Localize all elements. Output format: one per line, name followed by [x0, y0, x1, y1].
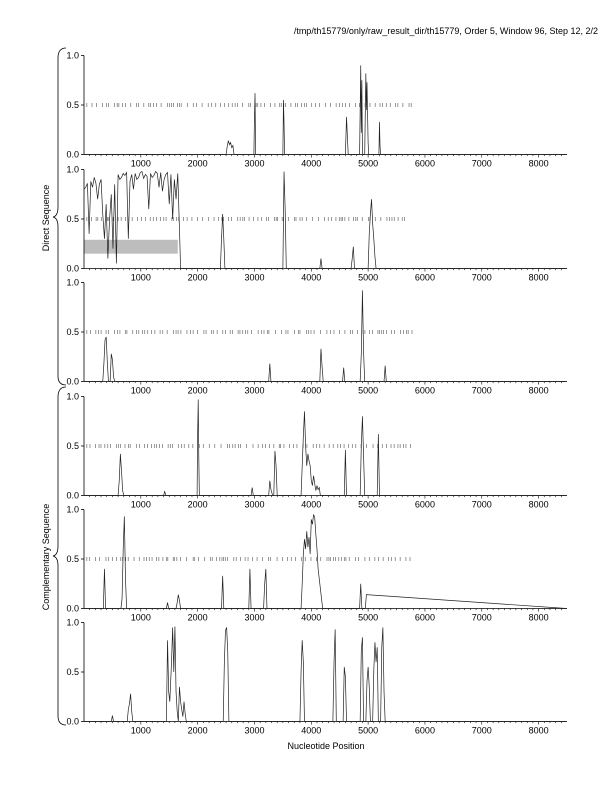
- panel-6: [66, 618, 567, 736]
- x-tick-label: 8000: [528, 385, 549, 396]
- complementary-sequence-bracket: [53, 387, 66, 725]
- x-tick-label: 4000: [301, 272, 322, 283]
- y-tick-label: 0.5: [66, 100, 79, 110]
- x-tick-label: 3000: [244, 612, 265, 623]
- group-brackets: [53, 48, 66, 725]
- panel-5: [66, 505, 567, 623]
- y-tick-label: 0.0: [66, 490, 79, 501]
- y-tick-label: 0.0: [66, 603, 79, 614]
- y-tick-label: 1.0: [66, 617, 79, 628]
- y-tick-label: 0.5: [66, 554, 79, 564]
- x-tick-label: 8000: [528, 158, 549, 169]
- series-line: [84, 514, 567, 608]
- x-tick-label: 1000: [130, 725, 151, 736]
- x-tick-label: 3000: [244, 725, 265, 736]
- x-tick-label: 3000: [244, 499, 265, 510]
- x-tick-label: 2000: [187, 725, 208, 736]
- y-tick-label: 1.0: [66, 164, 79, 175]
- series-line: [84, 65, 567, 154]
- x-tick-label: 1000: [130, 272, 151, 283]
- y-tick-label: 1.0: [66, 50, 79, 61]
- figure-header: /tmp/th15779/only/raw_result_dir/th15779, Order 5, Window 96, Step 12, 2/2: [293, 26, 598, 36]
- x-tick-label: 1000: [130, 499, 151, 510]
- y-tick-label: 0.0: [66, 376, 79, 387]
- x-tick-label: 4000: [301, 385, 322, 396]
- x-tick-label: 4000: [301, 158, 322, 169]
- x-tick-label: 8000: [528, 272, 549, 283]
- x-tick-label: 3000: [244, 385, 265, 396]
- x-axis-title: Nucleotide Position: [287, 741, 365, 751]
- x-tick-label: 8000: [528, 499, 549, 510]
- panel-2: [66, 165, 567, 283]
- x-tick-label: 6000: [414, 725, 435, 736]
- y-tick-label: 1.0: [66, 504, 79, 515]
- y-tick-label: 0.5: [66, 441, 79, 451]
- x-tick-label: 7000: [471, 385, 492, 396]
- x-tick-label: 8000: [528, 612, 549, 623]
- x-tick-label: 1000: [130, 612, 151, 623]
- y-tick-label: 0.5: [66, 327, 79, 337]
- marker-row: [87, 444, 411, 448]
- x-tick-label: 1000: [130, 158, 151, 169]
- direct-sequence-bracket: [53, 48, 66, 385]
- x-tick-label: 6000: [414, 272, 435, 283]
- series-line: [84, 290, 567, 381]
- x-tick-label: 3000: [244, 272, 265, 283]
- complementary-sequence-label: Complementary Sequence: [41, 503, 51, 611]
- y-tick-label: 1.0: [66, 277, 79, 288]
- x-tick-label: 7000: [471, 499, 492, 510]
- y-tick-label: 0.5: [66, 214, 79, 224]
- panel-3: [66, 278, 567, 396]
- x-tick-label: 3000: [244, 158, 265, 169]
- x-tick-label: 5000: [358, 725, 379, 736]
- x-tick-label: 7000: [471, 612, 492, 623]
- x-tick-label: 5000: [358, 499, 379, 510]
- x-tick-label: 4000: [301, 612, 322, 623]
- x-tick-label: 6000: [414, 612, 435, 623]
- y-tick-label: 0.5: [66, 667, 79, 677]
- x-tick-label: 7000: [471, 725, 492, 736]
- x-tick-label: 4000: [301, 725, 322, 736]
- x-tick-label: 2000: [187, 612, 208, 623]
- panel-1: [66, 51, 567, 169]
- highlight-region: [84, 240, 178, 254]
- x-tick-label: 1000: [130, 385, 151, 396]
- x-tick-label: 8000: [528, 725, 549, 736]
- x-tick-label: 5000: [358, 272, 379, 283]
- y-tick-label: 0.0: [66, 149, 79, 160]
- x-tick-label: 2000: [187, 499, 208, 510]
- x-tick-label: 7000: [471, 158, 492, 169]
- direct-sequence-label: Direct Sequence: [41, 184, 51, 252]
- x-tick-label: 6000: [414, 158, 435, 169]
- x-tick-label: 5000: [358, 385, 379, 396]
- panel-4: [66, 392, 567, 510]
- marker-row: [87, 557, 410, 561]
- x-tick-label: 7000: [471, 272, 492, 283]
- series-line: [84, 626, 567, 721]
- marker-row: [87, 103, 411, 107]
- marker-row: [87, 217, 405, 221]
- x-tick-label: 2000: [187, 158, 208, 169]
- x-tick-label: 2000: [187, 272, 208, 283]
- y-tick-label: 0.0: [66, 263, 79, 274]
- x-tick-label: 4000: [301, 499, 322, 510]
- x-tick-label: 5000: [358, 612, 379, 623]
- y-tick-label: 0.0: [66, 716, 79, 727]
- y-tick-label: 1.0: [66, 391, 79, 402]
- x-tick-label: 6000: [414, 499, 435, 510]
- x-tick-label: 5000: [358, 158, 379, 169]
- x-tick-label: 2000: [187, 385, 208, 396]
- x-tick-label: 6000: [414, 385, 435, 396]
